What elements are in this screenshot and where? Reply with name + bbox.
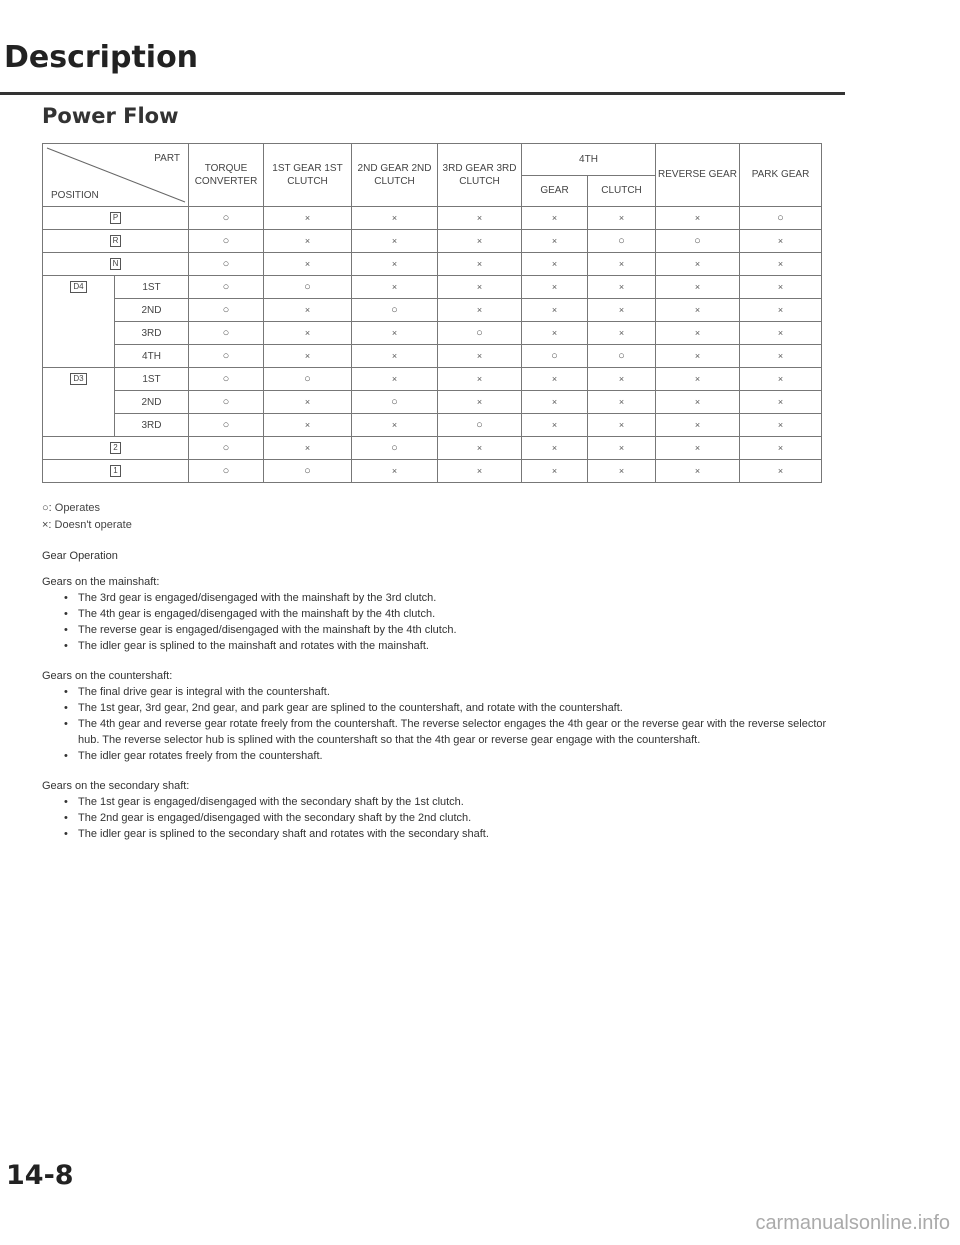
table-cell: ○ — [588, 230, 656, 253]
gear-position-badge: 2 — [110, 442, 120, 454]
list-item: • The 4th gear and reverse gear rotate freely from the countershaft. The reverse selector engages the 4th gear or the reverse gear with the reverse selector hub. The reverse selector hub is splined with the countershaft so that the 4th gear or reverse gear engage with the countershaft. — [64, 716, 832, 748]
table-cell: × — [352, 276, 438, 299]
corner-part-label: PART — [154, 153, 180, 164]
table-cell: ○ — [189, 368, 264, 391]
sub-position-cell: 1ST — [115, 368, 189, 391]
table-cell: × — [656, 345, 740, 368]
table-row — [43, 207, 822, 230]
table-cell: × — [588, 276, 656, 299]
table-cell: × — [656, 460, 740, 483]
table-cell: × — [264, 437, 352, 460]
table-cell: × — [740, 368, 822, 391]
table-cell: × — [264, 391, 352, 414]
table-row — [43, 230, 822, 253]
table-cell: × — [588, 368, 656, 391]
table-cell: ○ — [189, 230, 264, 253]
legend-operates: ○: Operates — [42, 502, 101, 514]
table-row — [43, 414, 822, 437]
table-cell: × — [740, 299, 822, 322]
section-title: Power Flow — [42, 104, 179, 128]
column-header: 2ND GEAR 2ND CLUTCH — [352, 144, 438, 207]
table-cell: × — [522, 299, 588, 322]
table-cell: × — [588, 437, 656, 460]
column-header: TORQUE CONVERTER — [189, 144, 264, 207]
table-cell: × — [656, 253, 740, 276]
table-cell: × — [740, 322, 822, 345]
position-cell — [43, 276, 115, 368]
table-cell: × — [522, 368, 588, 391]
gear-position-badge: 1 — [110, 465, 120, 477]
sub-column-header: GEAR — [522, 175, 588, 207]
gear-position-badge: N — [110, 258, 122, 270]
mainshaft-list — [42, 590, 832, 654]
table-row — [43, 299, 822, 322]
table-cell: × — [438, 391, 522, 414]
table-cell: × — [588, 299, 656, 322]
table-cell: × — [438, 230, 522, 253]
corner-position-label: POSITION — [51, 189, 99, 201]
table-cell: ○ — [189, 276, 264, 299]
table-cell: ○ — [189, 322, 264, 345]
sub-position-cell: 1ST — [115, 276, 189, 299]
table-cell: × — [522, 322, 588, 345]
countershaft-title: Gears on the countershaft: — [42, 670, 173, 682]
table-cell: × — [352, 230, 438, 253]
power-flow-table — [42, 143, 822, 483]
table-cell: × — [522, 437, 588, 460]
table-cell: × — [352, 345, 438, 368]
table-cell: × — [522, 414, 588, 437]
table-cell: × — [264, 414, 352, 437]
column-header: 4TH — [522, 144, 656, 176]
table-row — [43, 437, 822, 460]
table-cell: × — [522, 391, 588, 414]
table-row — [43, 276, 822, 299]
table-cell: × — [352, 460, 438, 483]
list-item: • The 1st gear is engaged/disengaged with the secondary shaft by the 1st clutch. — [64, 794, 832, 810]
table-cell: × — [522, 207, 588, 230]
table-cell: × — [656, 437, 740, 460]
table-cell: × — [352, 253, 438, 276]
position-cell — [43, 460, 189, 483]
table-cell: ○ — [189, 414, 264, 437]
gear-operation-heading: Gear Operation — [42, 550, 118, 562]
table-cell: × — [740, 414, 822, 437]
table-cell: × — [264, 345, 352, 368]
table-cell: × — [656, 414, 740, 437]
page-title: Description — [4, 40, 199, 75]
table-row — [43, 345, 822, 368]
table-corner-header — [43, 144, 189, 207]
table-cell: ○ — [189, 299, 264, 322]
table-cell: ○ — [656, 230, 740, 253]
sub-position-cell: 2ND — [115, 299, 189, 322]
table-row — [43, 322, 822, 345]
table-cell: ○ — [438, 414, 522, 437]
table-cell: × — [352, 368, 438, 391]
legend-not-operate: ×: Doesn't operate — [42, 519, 132, 531]
table-cell: × — [656, 391, 740, 414]
gear-position-badge: R — [110, 235, 122, 247]
table-cell: ○ — [189, 391, 264, 414]
table-cell: ○ — [588, 345, 656, 368]
table-cell: ○ — [522, 345, 588, 368]
column-header: REVERSE GEAR — [656, 144, 740, 207]
table-cell: × — [656, 207, 740, 230]
table-cell: × — [438, 276, 522, 299]
table-cell: × — [264, 322, 352, 345]
table-cell: × — [656, 276, 740, 299]
table-cell: ○ — [189, 345, 264, 368]
table-cell: × — [522, 276, 588, 299]
table-cell: × — [588, 253, 656, 276]
table-cell: ○ — [264, 460, 352, 483]
table-cell: ○ — [264, 368, 352, 391]
secondary-shaft-list — [42, 794, 832, 842]
table-cell: × — [740, 391, 822, 414]
table-cell: × — [522, 460, 588, 483]
table-cell: × — [438, 368, 522, 391]
table-row — [43, 391, 822, 414]
table-cell: × — [438, 345, 522, 368]
table-cell: × — [588, 207, 656, 230]
table-cell: × — [588, 322, 656, 345]
table-cell: × — [264, 230, 352, 253]
sub-position-cell: 4TH — [115, 345, 189, 368]
position-cell — [43, 437, 189, 460]
table-cell: × — [656, 322, 740, 345]
table-cell: ○ — [352, 299, 438, 322]
table-cell: ○ — [264, 276, 352, 299]
table-cell: ○ — [189, 437, 264, 460]
table-cell: × — [352, 322, 438, 345]
list-item: • The 4th gear is engaged/disengaged with the mainshaft by the 4th clutch. — [64, 606, 832, 622]
list-item: • The final drive gear is integral with the countershaft. — [64, 684, 832, 700]
table-cell: × — [588, 460, 656, 483]
sub-position-cell: 3RD — [115, 414, 189, 437]
watermark: carmanualsonline.info — [755, 1212, 950, 1234]
table-cell: × — [740, 276, 822, 299]
table-cell: × — [438, 253, 522, 276]
list-item: • The 3rd gear is engaged/disengaged with the mainshaft by the 3rd clutch. — [64, 590, 832, 606]
list-item: • The 2nd gear is engaged/disengaged with the secondary shaft by the 2nd clutch. — [64, 810, 832, 826]
list-item: • The idler gear is splined to the secondary shaft and rotates with the secondary shaft. — [64, 826, 832, 842]
table-cell: ○ — [189, 253, 264, 276]
table-cell: × — [740, 460, 822, 483]
table-cell: × — [740, 230, 822, 253]
table-cell: × — [740, 253, 822, 276]
table-cell: × — [438, 437, 522, 460]
table-row — [43, 460, 822, 483]
column-header: PARK GEAR — [740, 144, 822, 207]
list-item: • The idler gear is splined to the mainshaft and rotates with the mainshaft. — [64, 638, 832, 654]
table-cell: × — [438, 460, 522, 483]
gear-operation-section — [42, 548, 832, 856]
gear-position-badge: P — [110, 212, 121, 224]
table-cell: ○ — [352, 437, 438, 460]
table-row — [43, 253, 822, 276]
legend — [42, 500, 132, 534]
position-cell — [43, 368, 115, 437]
title-divider — [0, 92, 845, 95]
table-cell: × — [264, 299, 352, 322]
page-number: 14-8 — [6, 1160, 74, 1191]
gear-position-badge: D4 — [70, 281, 86, 293]
gear-position-badge: D3 — [70, 373, 86, 385]
table-cell: × — [522, 230, 588, 253]
table-cell: ○ — [352, 391, 438, 414]
table-cell: ○ — [189, 460, 264, 483]
table-cell: ○ — [740, 207, 822, 230]
table-row — [43, 368, 822, 391]
table-cell: × — [656, 299, 740, 322]
position-cell — [43, 253, 189, 276]
table-cell: × — [352, 207, 438, 230]
table-cell: × — [522, 253, 588, 276]
sub-position-cell: 2ND — [115, 391, 189, 414]
table-cell: ○ — [438, 322, 522, 345]
list-item: • The idler gear rotates freely from the countershaft. — [64, 748, 832, 764]
table-cell: × — [352, 414, 438, 437]
table-cell: × — [264, 253, 352, 276]
table-cell: × — [588, 391, 656, 414]
position-cell — [43, 207, 189, 230]
secondary-shaft-title: Gears on the secondary shaft: — [42, 780, 190, 792]
table-cell: × — [656, 368, 740, 391]
position-cell — [43, 230, 189, 253]
table-cell: × — [438, 299, 522, 322]
table-cell: × — [740, 437, 822, 460]
table-cell: ○ — [189, 207, 264, 230]
sub-position-cell: 3RD — [115, 322, 189, 345]
table-cell: × — [438, 207, 522, 230]
list-item: • The 1st gear, 3rd gear, 2nd gear, and park gear are splined to the countershaft, and rotate with the countershaft. — [64, 700, 832, 716]
column-header: 3RD GEAR 3RD CLUTCH — [438, 144, 522, 207]
column-header: 1ST GEAR 1ST CLUTCH — [264, 144, 352, 207]
sub-column-header: CLUTCH — [588, 175, 656, 207]
table-cell: × — [740, 345, 822, 368]
list-item: • The reverse gear is engaged/disengaged with the mainshaft by the 4th clutch. — [64, 622, 832, 638]
table-cell: × — [588, 414, 656, 437]
table-cell: × — [264, 207, 352, 230]
mainshaft-title: Gears on the mainshaft: — [42, 576, 160, 588]
countershaft-list — [42, 684, 832, 764]
